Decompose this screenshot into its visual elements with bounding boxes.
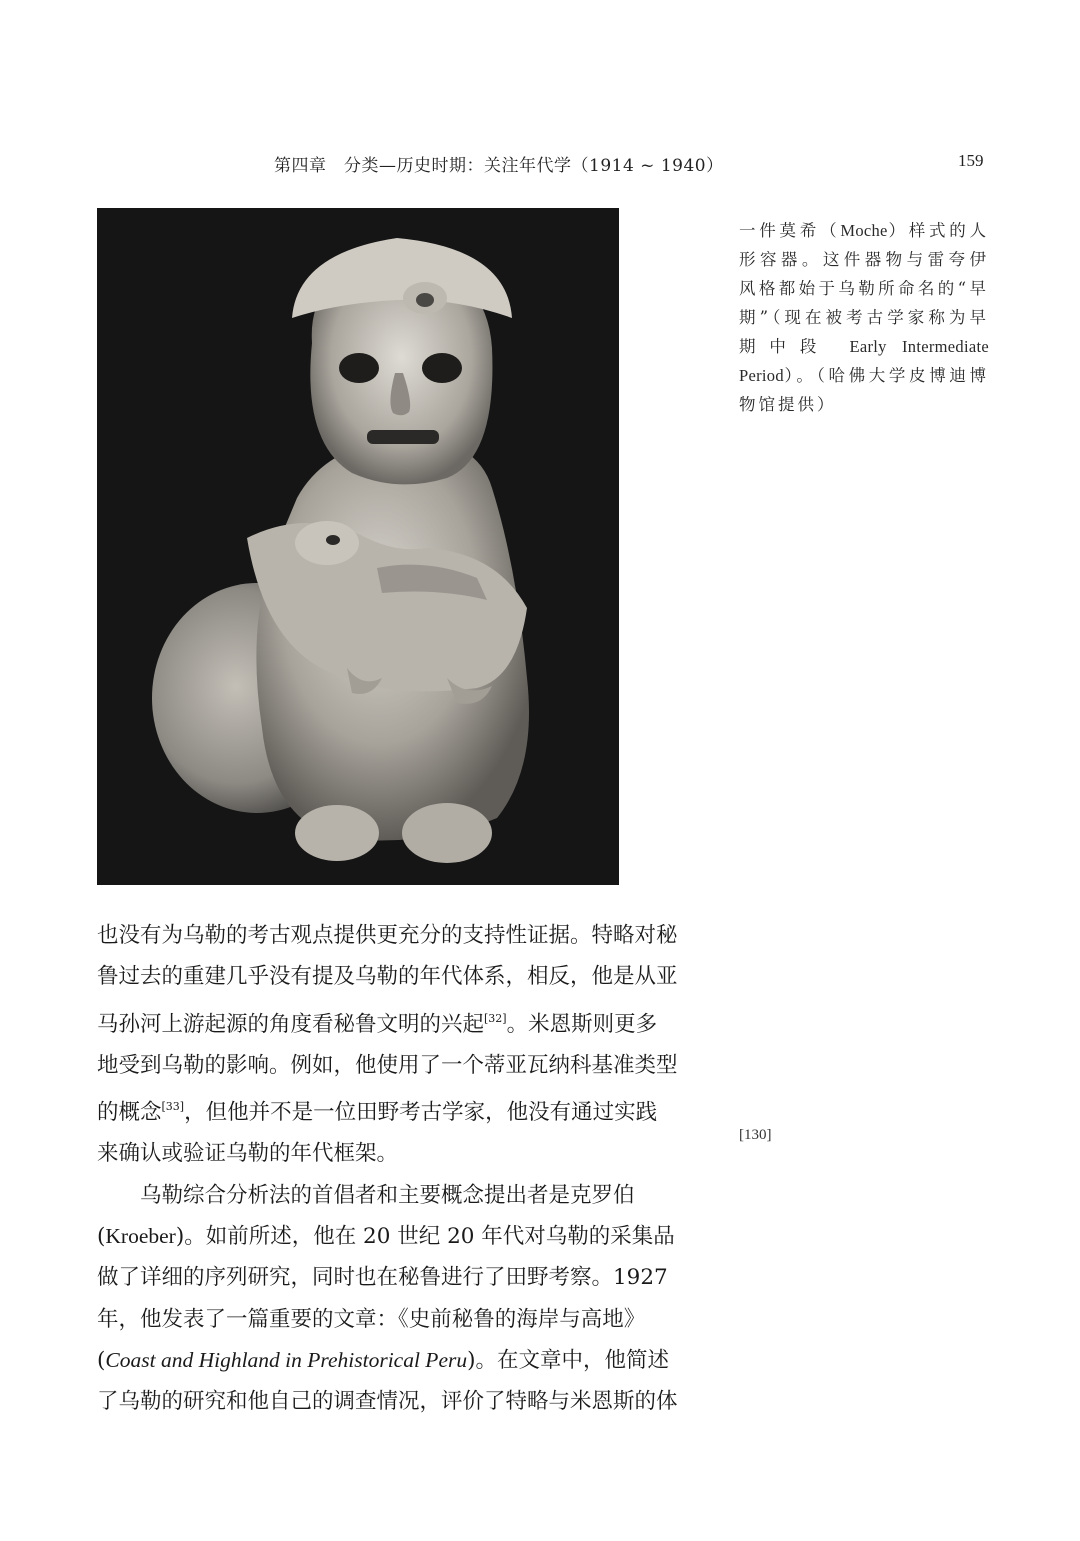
text-line: 鲁过去的重建几乎没有提及乌勒的年代体系，相反，他是从亚 [97, 964, 678, 990]
article-title-english: Coast and Highland in Prehistorical Peru [105, 1347, 468, 1372]
text-segment: ，但他并不是一位田野考古学家，他没有通过实践 [184, 1100, 658, 1126]
caption-latin-moche: Moche [840, 221, 888, 240]
name-kroeber: Kroeber [105, 1224, 176, 1249]
caption-text-3: ）。（哈佛大学皮博迪博物馆提供） [739, 366, 989, 414]
page-number: 159 [958, 151, 984, 170]
text-line [97, 1086, 717, 1133]
text-line: 做了详细的序列研究，同时也在秘鲁进行了田野考察。1927 [97, 1265, 668, 1291]
footnote-ref-33[interactable]: [33] [161, 1100, 185, 1114]
text-line: 也没有为乌勒的考古观点提供更充分的支持性证据。特略对秘 [97, 923, 678, 948]
figure-caption [739, 216, 989, 419]
text-line: 乌勒综合分析法的首倡者和主要概念提出者是克罗伯 [140, 1182, 635, 1208]
text-segment: )。如前所述，他在 20 世纪 20 年代对乌勒的采集品 [175, 1224, 675, 1250]
text-line: 地受到乌勒的影响。例如，他使用了一个蒂亚瓦纳科基准类型 [97, 1052, 678, 1078]
figure-photo-moche-vessel [97, 208, 619, 885]
running-head: 第四章 分类—历史时期：关注年代学（1914 ~ 1940） [274, 156, 724, 176]
text-line [97, 998, 717, 1045]
caption-text-2: ）样式的人形容器。这件器物与雷夸伊风格都始于乌勒所命名的“早期”（现在被考古学家称为早期中段 [739, 221, 990, 356]
body-text [97, 915, 717, 1423]
text-line [97, 1216, 717, 1257]
paragraph-1 [97, 915, 717, 1175]
text-line [97, 1340, 717, 1381]
footnote-ref-32[interactable]: [32] [484, 1011, 507, 1025]
text-segment: 马孙河上游起源的角度看秘鲁文明的兴起 [97, 1011, 485, 1037]
text-segment: ( [97, 1347, 106, 1373]
caption-latin-period: Early Intermediate Period [739, 337, 989, 385]
text-line: 来确认或验证乌勒的年代框架。 [97, 1141, 399, 1167]
text-segment: 。米恩斯则更多 [506, 1011, 658, 1037]
text-segment: 的概念 [97, 1100, 162, 1126]
text-line: 年，他发表了一篇重要的文章：《史前秘鲁的海岸与高地》 [97, 1306, 646, 1332]
text-segment: )。在文章中，他简述 [467, 1347, 669, 1373]
paragraph-2 [97, 1175, 717, 1423]
caption-text-1: 一件莫希（ [739, 221, 841, 240]
text-line: 了乌勒的研究和他自己的调查情况，评价了特略与米恩斯的体 [97, 1389, 678, 1415]
original-page-number: [130] [739, 1127, 772, 1143]
text-segment: ( [97, 1224, 106, 1250]
